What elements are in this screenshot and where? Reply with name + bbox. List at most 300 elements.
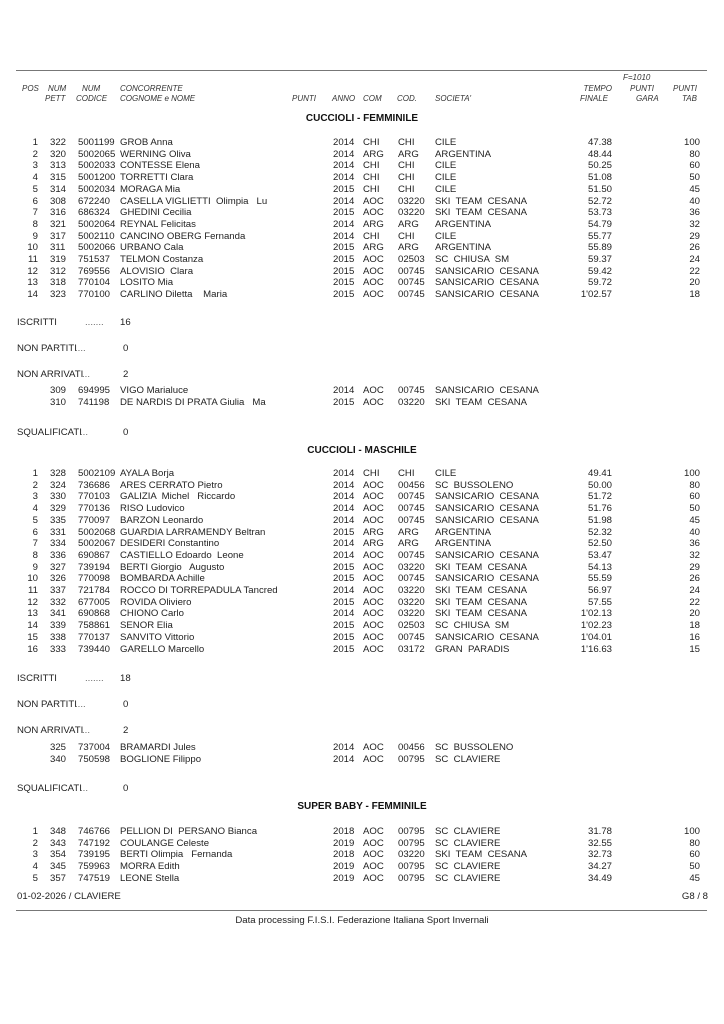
table-points: 26 <box>689 573 700 585</box>
athlete-name: PELLION DI PERSANO Bianca <box>120 826 258 837</box>
birth-year: 2014 <box>333 538 355 550</box>
table-points: 32 <box>689 218 700 230</box>
athlete-name: DESIDERI Constantino <box>120 538 220 550</box>
athlete-name: GROB Anna <box>120 137 173 148</box>
athlete-name: WERNING Oliva <box>120 148 191 160</box>
bib-number: 335 <box>50 514 67 526</box>
birth-year: 2015 <box>333 242 355 254</box>
athlete-name: URBANO Cala <box>120 242 184 254</box>
stat-dots: ....... <box>85 673 104 684</box>
athlete-code: 747192 <box>78 837 111 849</box>
table-points: 50 <box>689 861 700 873</box>
athlete-name: GUARDIA LARRAMENDY Beltran <box>120 526 266 538</box>
bib-number: 341 <box>50 608 67 620</box>
club-name: SKI TEAM CESANA <box>435 207 528 219</box>
club-name: GRAN PARADIS <box>435 643 510 655</box>
final-time: 52.72 <box>587 195 612 207</box>
club-name: CILE <box>435 160 457 172</box>
committee: AOC <box>363 620 384 632</box>
birth-year: 2019 <box>333 872 355 884</box>
club-name: SANSICARIO CESANA <box>435 503 539 515</box>
birth-year: 2015 <box>333 265 355 277</box>
athlete-code: 694995 <box>78 385 111 396</box>
final-time: 47.38 <box>587 137 612 148</box>
club-code: 00456 <box>398 742 425 753</box>
final-time: 51.76 <box>587 503 612 515</box>
bib-number: 310 <box>50 396 67 408</box>
athlete-name: CANCINO OBERG Fernanda <box>120 230 246 242</box>
club-code: CHI <box>398 183 415 195</box>
did-not-finish-row <box>0 742 724 754</box>
club-code: 03220 <box>398 585 425 596</box>
table-points: 40 <box>689 526 700 538</box>
table-points: 15 <box>689 643 700 655</box>
result-row <box>0 608 724 620</box>
birth-year: 2014 <box>333 753 355 765</box>
club-name: SANSICARIO CESANA <box>435 573 539 585</box>
result-row <box>0 149 724 161</box>
birth-year: 2014 <box>333 514 355 526</box>
athlete-name: BRAMARDI Jules <box>120 742 196 753</box>
header-gara: GARA <box>636 94 659 103</box>
final-time: 59.72 <box>587 277 612 289</box>
bib-number: 340 <box>50 753 67 765</box>
athlete-code: 769556 <box>78 265 111 277</box>
committee: CHI <box>363 183 380 195</box>
table-points: 29 <box>689 561 700 573</box>
club-code: 00795 <box>398 753 425 765</box>
result-row <box>0 620 724 632</box>
birth-year: 2015 <box>333 573 355 585</box>
table-points: 16 <box>689 631 700 643</box>
result-row <box>0 219 724 231</box>
position: 10 <box>27 242 38 254</box>
did-not-finish-row <box>0 385 724 397</box>
club-code: CHI <box>398 172 415 184</box>
athlete-code: 5002110 <box>78 230 115 242</box>
did-not-finish-row <box>0 397 724 409</box>
header-punti: PUNTI <box>292 94 316 103</box>
table-points: 50 <box>689 172 700 184</box>
athlete-name: ROCCO DI TORREPADULA Tancred <box>120 585 278 596</box>
final-time: 54.13 <box>587 561 612 573</box>
table-points: 40 <box>689 195 700 207</box>
stat-value: 2 <box>123 369 129 380</box>
committee: CHI <box>363 172 380 184</box>
result-row <box>0 573 724 585</box>
bib-number: 314 <box>50 183 67 195</box>
final-time: 56.97 <box>587 585 612 596</box>
athlete-name: SENOR Elia <box>120 620 173 632</box>
athlete-code: 739194 <box>78 561 111 573</box>
committee: AOC <box>363 631 384 643</box>
bib-number: 332 <box>50 596 67 608</box>
club-name: SANSICARIO CESANA <box>435 631 539 643</box>
committee: AOC <box>363 573 384 585</box>
committee: AOC <box>363 289 384 301</box>
athlete-name: AYALA Borja <box>120 468 175 479</box>
position: 6 <box>32 195 38 207</box>
athlete-name: ALOVISIO Clara <box>120 265 194 277</box>
stat-value: 0 <box>123 699 129 710</box>
result-row <box>0 597 724 609</box>
athlete-code: 759963 <box>78 861 111 873</box>
position: 14 <box>27 289 38 301</box>
committee: AOC <box>363 491 384 503</box>
position: 3 <box>32 160 38 172</box>
bib-number: 319 <box>50 254 67 265</box>
club-code: 03220 <box>398 849 425 861</box>
club-code: 00795 <box>398 861 425 873</box>
committee: AOC <box>363 753 384 765</box>
header-tab: TAB <box>682 94 697 103</box>
club-code: 00745 <box>398 491 425 503</box>
bib-number: 339 <box>50 620 67 632</box>
stat-label: NON PARTITI <box>17 699 77 710</box>
bib-number: 354 <box>50 849 67 861</box>
header-f-factor: F=1010 <box>623 73 651 82</box>
club-name: SC CLAVIERE <box>435 826 501 837</box>
table-points: 45 <box>689 514 700 526</box>
athlete-code: 770136 <box>78 503 111 515</box>
stat-non-arrivati <box>0 369 724 381</box>
club-code: 00745 <box>398 277 425 289</box>
header-pett: PETT <box>45 94 66 103</box>
bib-number: 318 <box>50 277 67 289</box>
table-points: 45 <box>689 872 700 884</box>
committee: AOC <box>363 396 384 408</box>
final-time: 59.42 <box>587 265 612 277</box>
club-name: CILE <box>435 137 457 148</box>
club-name: ARGENTINA <box>435 218 491 230</box>
athlete-code: 690867 <box>78 549 111 561</box>
position: 5 <box>32 183 38 195</box>
bib-number: 324 <box>50 479 67 491</box>
stat-label: NON PARTITI <box>17 343 77 354</box>
final-time: 1'16.63 <box>580 643 612 655</box>
club-name: ARGENTINA <box>435 538 491 550</box>
athlete-code: 5002109 <box>78 468 116 479</box>
athlete-code: 770098 <box>78 573 111 585</box>
club-code: 00745 <box>398 265 425 277</box>
stat-dots: ... <box>82 369 90 380</box>
birth-year: 2019 <box>333 861 355 873</box>
result-row <box>0 196 724 208</box>
club-name: SC CLAVIERE <box>435 872 501 884</box>
birth-year: 2014 <box>333 491 355 503</box>
table-points: 18 <box>689 620 700 632</box>
position: 1 <box>32 137 38 148</box>
athlete-name: SANVITO Vittorio <box>120 631 195 643</box>
final-time: 55.77 <box>587 230 612 242</box>
bib-number: 329 <box>50 503 67 515</box>
result-row <box>0 503 724 515</box>
committee: AOC <box>363 549 384 561</box>
bib-number: 320 <box>50 148 67 160</box>
position: 3 <box>32 491 38 503</box>
result-row <box>0 289 724 301</box>
result-row <box>0 277 724 289</box>
birth-year: 2015 <box>333 561 355 573</box>
table-points: 24 <box>689 585 700 596</box>
club-name: SC CHIUSA SM <box>435 620 510 632</box>
club-name: SC CHIUSA SM <box>435 254 510 265</box>
club-name: SC BUSSOLENO <box>435 742 514 753</box>
athlete-name: MORAGA Mia <box>120 183 181 195</box>
final-time: 1'02.57 <box>580 289 612 301</box>
header-punti-tab: PUNTI <box>673 84 697 93</box>
result-row <box>0 515 724 527</box>
athlete-code: 737004 <box>78 742 111 753</box>
final-time: 51.50 <box>587 183 612 195</box>
athlete-name: BOMBARDA Achille <box>120 573 205 585</box>
header-cod: COD. <box>397 94 417 103</box>
stat-label: SQUALIFICATI <box>17 783 82 794</box>
club-code: CHI <box>398 468 415 479</box>
section-title: CUCCIOLI - MASCHILE <box>307 445 417 456</box>
committee: AOC <box>363 643 384 655</box>
footer-date-place: 01-02-2026 / CLAVIERE <box>17 891 121 902</box>
footer-credit: Data processing F.I.S.I. Federazione Italiana Sport Invernali <box>235 915 489 926</box>
athlete-name: CASTIELLO Edoardo Leone <box>120 549 244 561</box>
stat-squalificati <box>0 783 724 795</box>
result-row <box>0 480 724 492</box>
final-time: 59.37 <box>587 254 612 265</box>
athlete-name: VIGO Marialuce <box>120 385 189 396</box>
birth-year: 2014 <box>333 172 355 184</box>
result-row <box>0 207 724 219</box>
stat-label: SQUALIFICATI <box>17 427 82 438</box>
club-name: SC CLAVIERE <box>435 753 501 765</box>
position: 15 <box>27 631 38 643</box>
committee: AOC <box>363 265 384 277</box>
athlete-name: BARZON Leonardo <box>120 514 204 526</box>
bib-number: 357 <box>50 872 67 884</box>
club-name: CILE <box>435 172 457 184</box>
committee: AOC <box>363 514 384 526</box>
athlete-name: ARES CERRATO Pietro <box>120 479 223 491</box>
stat-dots: ... <box>80 783 88 794</box>
table-points: 24 <box>689 254 700 265</box>
stat-dots: ... <box>80 427 88 438</box>
athlete-name: REYNAL Felicitas <box>120 218 196 230</box>
athlete-code: 750598 <box>78 753 111 765</box>
stat-value: 0 <box>123 783 129 794</box>
committee: AOC <box>363 826 384 837</box>
final-time: 57.55 <box>587 596 612 608</box>
club-code: CHI <box>398 230 415 242</box>
result-row <box>0 254 724 266</box>
position: 9 <box>32 230 38 242</box>
committee: AOC <box>363 585 384 596</box>
athlete-code: 5002066 <box>78 242 116 254</box>
table-points: 100 <box>683 137 700 148</box>
athlete-code: 770103 <box>78 491 111 503</box>
bib-number: 308 <box>50 195 67 207</box>
result-row <box>0 491 724 503</box>
final-time: 55.89 <box>587 242 612 254</box>
club-name: SC CLAVIERE <box>435 861 501 873</box>
final-time: 31.78 <box>587 826 612 837</box>
final-time: 51.08 <box>587 172 612 184</box>
position: 2 <box>32 479 38 491</box>
club-code: 02503 <box>398 254 425 265</box>
final-time: 34.49 <box>587 872 612 884</box>
committee: AOC <box>363 849 384 861</box>
club-name: ARGENTINA <box>435 148 491 160</box>
birth-year: 2015 <box>333 183 355 195</box>
athlete-name: CONTESSE Elena <box>120 160 200 172</box>
section-title: CUCCIOLI - FEMMINILE <box>305 113 419 124</box>
club-name: SKI TEAM CESANA <box>435 195 528 207</box>
final-time: 49.41 <box>587 468 612 479</box>
athlete-name: GARELLO Marcello <box>120 643 205 655</box>
footer-rule <box>16 910 707 911</box>
bib-number: 311 <box>50 242 66 254</box>
position: 4 <box>32 503 38 515</box>
athlete-code: 770104 <box>78 277 111 289</box>
birth-year: 2018 <box>333 826 355 837</box>
athlete-name: DE NARDIS DI PRATA Giulia Ma <box>120 396 266 408</box>
athlete-code: 5002034 <box>78 183 116 195</box>
stat-dots: .... <box>75 343 86 354</box>
table-points: 29 <box>689 230 700 242</box>
athlete-name: CASELLA VIGLIETTI Olimpia Lu <box>120 195 268 207</box>
club-name: SC BUSSOLENO <box>435 479 514 491</box>
athlete-code: 5002064 <box>78 218 116 230</box>
header-concorrente: CONCORRENTE <box>120 84 183 93</box>
table-points: 20 <box>689 608 700 620</box>
committee: ARG <box>363 242 384 254</box>
result-row <box>0 585 724 597</box>
athlete-name: GALIZIA Michel Riccardo <box>120 491 236 503</box>
header-com: COM <box>363 94 382 103</box>
bib-number: 336 <box>50 549 67 561</box>
birth-year: 2018 <box>333 849 355 861</box>
table-points: 32 <box>689 549 700 561</box>
table-points: 20 <box>689 277 700 289</box>
result-row <box>0 873 724 885</box>
result-row <box>0 137 724 149</box>
birth-year: 2014 <box>333 479 355 491</box>
club-name: SKI TEAM CESANA <box>435 608 528 620</box>
position: 12 <box>27 596 38 608</box>
committee: AOC <box>363 385 384 396</box>
birth-year: 2014 <box>333 549 355 561</box>
birth-year: 2015 <box>333 396 355 408</box>
club-code: ARG <box>398 148 419 160</box>
club-code: 03220 <box>398 596 425 608</box>
athlete-name: TELMON Costanza <box>120 254 204 265</box>
stat-squalificati <box>0 427 724 439</box>
committee: AOC <box>363 479 384 491</box>
result-row <box>0 242 724 254</box>
result-row <box>0 632 724 644</box>
athlete-code: 758861 <box>78 620 111 632</box>
final-time: 53.47 <box>587 549 612 561</box>
position: 13 <box>27 277 38 289</box>
birth-year: 2014 <box>333 230 355 242</box>
stat-value: 2 <box>123 725 129 736</box>
result-row <box>0 527 724 539</box>
result-row <box>0 562 724 574</box>
club-name: SC CLAVIERE <box>435 837 501 849</box>
birth-year: 2015 <box>333 526 355 538</box>
athlete-name: BERTI Olimpia Fernanda <box>120 849 233 861</box>
header-tempo: TEMPO <box>583 84 612 93</box>
committee: AOC <box>363 561 384 573</box>
committee: AOC <box>363 277 384 289</box>
club-code: 00745 <box>398 631 425 643</box>
position: 9 <box>32 561 38 573</box>
club-name: ARGENTINA <box>435 526 491 538</box>
position: 1 <box>32 826 38 837</box>
club-name: SANSICARIO CESANA <box>435 277 539 289</box>
position: 6 <box>32 526 38 538</box>
bib-number: 316 <box>50 207 67 219</box>
club-code: 00745 <box>398 385 425 396</box>
committee: AOC <box>363 742 384 753</box>
committee: CHI <box>363 137 380 148</box>
final-time: 50.25 <box>587 160 612 172</box>
bib-number: 309 <box>50 385 67 396</box>
athlete-code: 721784 <box>78 585 111 596</box>
committee: ARG <box>363 218 384 230</box>
athlete-code: 5002067 <box>78 538 116 550</box>
birth-year: 2014 <box>333 218 355 230</box>
committee: AOC <box>363 195 384 207</box>
result-row <box>0 184 724 196</box>
birth-year: 2014 <box>333 195 355 207</box>
bib-number: 315 <box>50 172 67 184</box>
committee: CHI <box>363 230 380 242</box>
final-time: 48.44 <box>587 148 612 160</box>
committee: AOC <box>363 608 384 620</box>
athlete-name: TORRETTI Clara <box>120 172 194 184</box>
birth-year: 2014 <box>333 148 355 160</box>
committee: AOC <box>363 207 384 219</box>
athlete-code: 677005 <box>78 596 111 608</box>
club-code: ARG <box>398 218 419 230</box>
table-points: 36 <box>689 538 700 550</box>
committee: ARG <box>363 538 384 550</box>
final-time: 52.32 <box>587 526 612 538</box>
position: 7 <box>32 538 38 550</box>
stat-value: 0 <box>123 343 129 354</box>
committee: CHI <box>363 468 380 479</box>
committee: AOC <box>363 872 384 884</box>
bib-number: 312 <box>50 265 67 277</box>
club-code: 00745 <box>398 573 425 585</box>
position: 5 <box>32 514 38 526</box>
committee: ARG <box>363 526 384 538</box>
table-points: 18 <box>689 289 700 301</box>
athlete-code: 690868 <box>78 608 111 620</box>
stat-label: ISCRITTI <box>17 673 57 684</box>
club-code: 00795 <box>398 837 425 849</box>
athlete-code: 739195 <box>78 849 111 861</box>
club-code: 03220 <box>398 207 425 219</box>
club-code: 03220 <box>398 561 425 573</box>
table-points: 26 <box>689 242 700 254</box>
athlete-code: 5001200 <box>78 172 116 184</box>
club-code: ARG <box>398 526 419 538</box>
club-code: 03220 <box>398 608 425 620</box>
final-time: 55.59 <box>587 573 612 585</box>
birth-year: 2014 <box>333 385 355 396</box>
position: 10 <box>27 573 38 585</box>
position: 14 <box>27 620 38 632</box>
